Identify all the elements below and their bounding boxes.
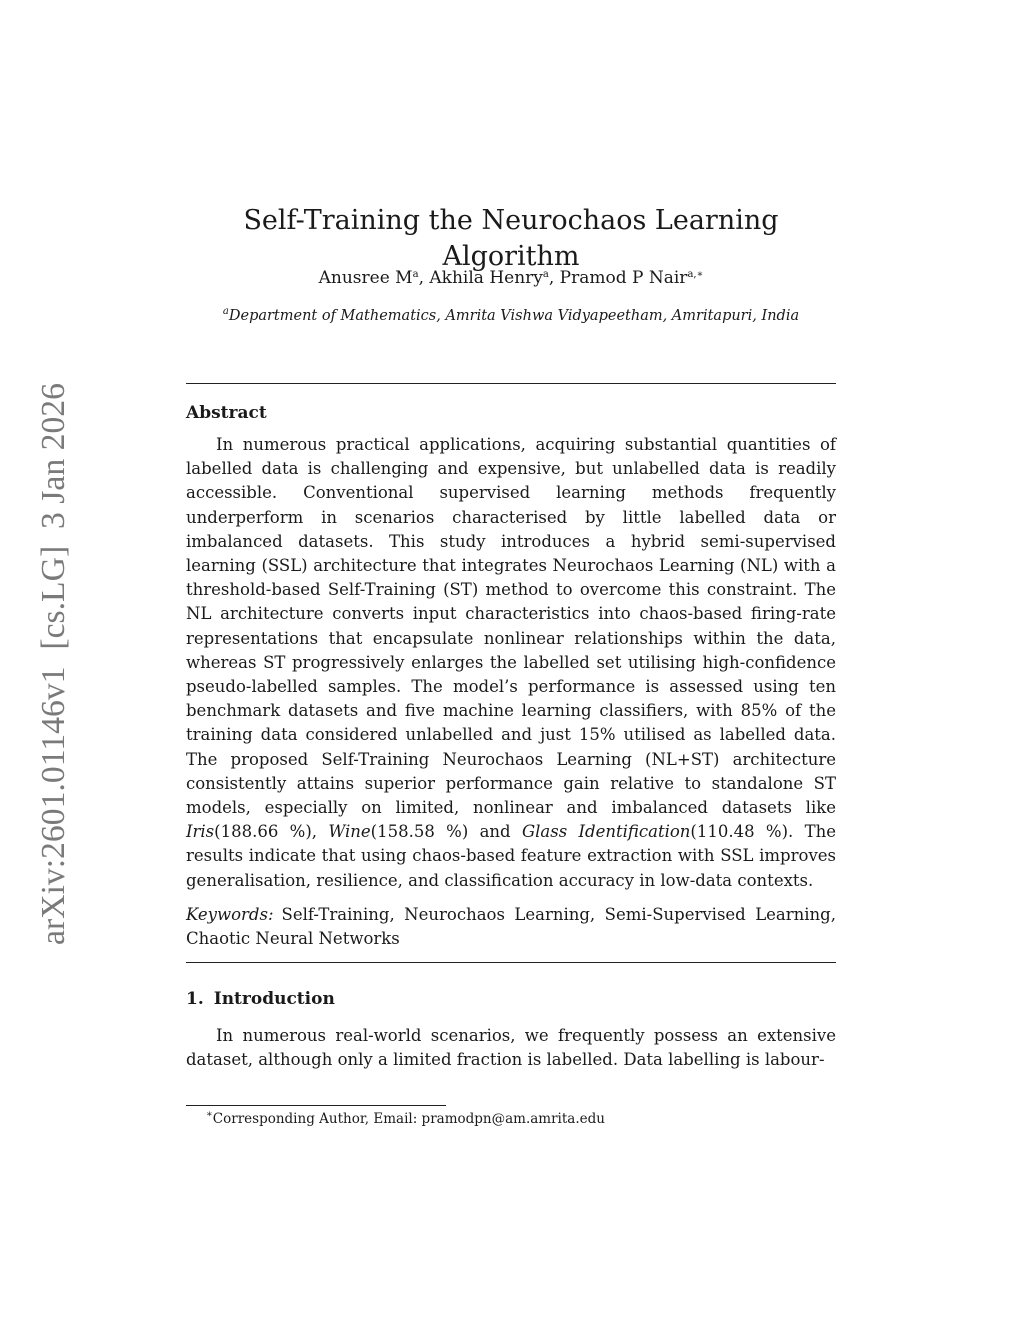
dataset-name: Iris xyxy=(186,822,215,842)
keywords-label: Keywords: xyxy=(186,905,274,924)
author-affil-mark: a xyxy=(542,269,549,280)
dataset-gain: (188.66 %), xyxy=(214,822,329,842)
dataset-name: Wine xyxy=(328,822,371,842)
keywords xyxy=(186,903,836,951)
abstract-text xyxy=(186,433,836,893)
top-rule xyxy=(186,383,836,384)
footnote xyxy=(206,1109,605,1129)
section-heading-introduction xyxy=(186,987,335,1011)
paper-title: Self-Training the Neurochaos Learning Algorithm xyxy=(243,205,779,272)
abstract-text-part1: In numerous practical applications, acquiring substantial quantities of labelled data is challenging and expensive, but unlabelled data is readily accessible. Conventional supervised learning methods frequently underperform in scenarios characterised by little labelled data or imbalanced datasets. This study introduces a hybrid semi-supervised learning (SSL) architecture that integrates Neurochaos Learning (NL) with a threshold-based Self-Training (ST) method to overcome this constraint. The NL architecture converts input characteristics into chaos-based firing-rate representations that encapsulate nonlinear relationships within the data, whereas ST progressively enlarges the labelled set utilising high-confidence pseudo-labelled samples. The model’s performance is assessed using ten benchmark datasets and five machine learning classifiers, with 85% of the training data considered unlabelled and just 15% utilised as labelled data. The proposed Self-Training Neurochaos Learning (NL+ST) architecture consistently attains superior performance gain relative to standalone ST models, especially on limited, nonlinear and imbalanced datasets like xyxy=(186,435,836,818)
dataset-gain: (158.58 %) and xyxy=(370,822,522,842)
affiliation-mark: a xyxy=(222,306,229,317)
author-affil-mark: a xyxy=(412,269,419,280)
dataset-name: Glass Identification xyxy=(521,822,691,842)
introduction-text: In numerous real-world scenarios, we frequently possess an extensive dataset, although only a limited fraction is labelled. Data labelling is labour- xyxy=(186,1026,836,1070)
footnote-rule xyxy=(186,1105,446,1106)
abstract-text-part2: The results indicate that using chaos-based feature extraction with SSL improves generalisation, resilience, and classification accuracy in low-data contexts. xyxy=(186,822,836,890)
keywords-text: Self-Training, Neurochaos Learning, Semi-Supervised Learning, Chaotic Neural Networks xyxy=(186,905,836,949)
footnote-mark: ∗ xyxy=(206,1109,213,1120)
footnote-text: Corresponding Author, Email: pramodpn@am.amrita.edu xyxy=(212,1111,605,1127)
author-affil-mark: a,∗ xyxy=(687,269,704,280)
author-name: Anusree M xyxy=(318,268,413,288)
arxiv-stamp-text: arXiv:2601.01146v1 [cs.LG] 3 Jan 2026 xyxy=(35,380,70,945)
section-number: 1. xyxy=(186,989,204,1009)
abstract-heading: Abstract xyxy=(186,403,267,423)
bottom-rule xyxy=(186,962,836,963)
author-name: Akhila Henry xyxy=(429,268,543,288)
affiliation-text: Department of Mathematics, Amrita Vishwa Vidyapeetham, Amritapuri, India xyxy=(228,308,800,324)
author-name: Pramod P Nair xyxy=(559,268,688,288)
author-list: Anusree $M^a$, Akhila Henry$^a$, Pramod P Nair$^{a,∗}$ xyxy=(318,268,704,288)
section-title: Introduction xyxy=(213,989,335,1009)
arxiv-stamp xyxy=(10,380,70,950)
dataset-gain: (110.48 %). xyxy=(690,822,805,842)
affiliation xyxy=(186,305,836,327)
